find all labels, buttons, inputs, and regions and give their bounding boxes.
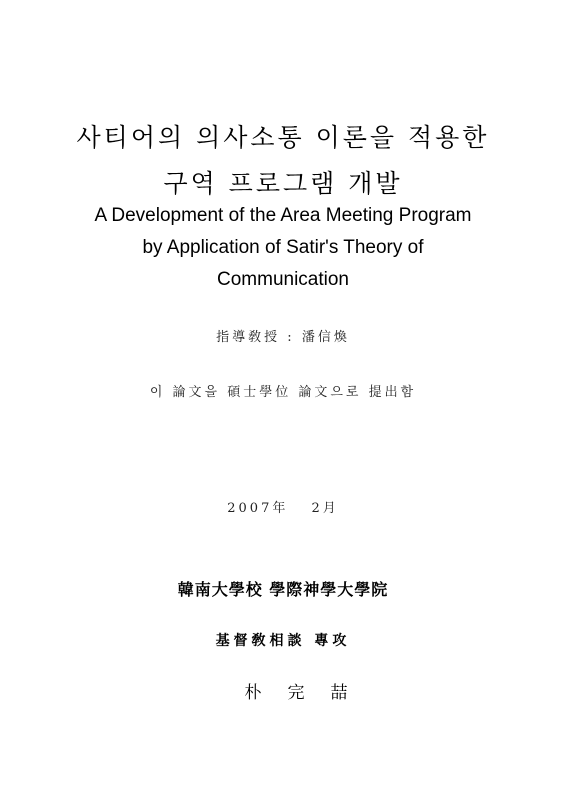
advisor-line: 指導敎授 : 潘信煥 — [216, 330, 350, 345]
submission-statement: 이 論文을 碩士學位 論文으로 提出함 — [149, 385, 417, 400]
title-english-line-2: by Application of Satir's Theory of — [142, 237, 424, 258]
major-name: 基督敎相談 專攻 — [215, 633, 351, 649]
title-english-line-3: Communication — [217, 269, 349, 290]
school-name: 韓南大學校 學際神學大學院 — [177, 580, 389, 599]
submission-date: 2007年 2月 — [227, 501, 339, 516]
author-name: 朴完喆 — [244, 683, 374, 703]
title-korean-line-2: 구역 프로그램 개발 — [163, 169, 403, 198]
title-english-line-1: A Development of the Area Meeting Program — [94, 205, 472, 226]
title-korean-line-1: 사티어의 의사소통 이론을 적용한 — [76, 123, 490, 152]
